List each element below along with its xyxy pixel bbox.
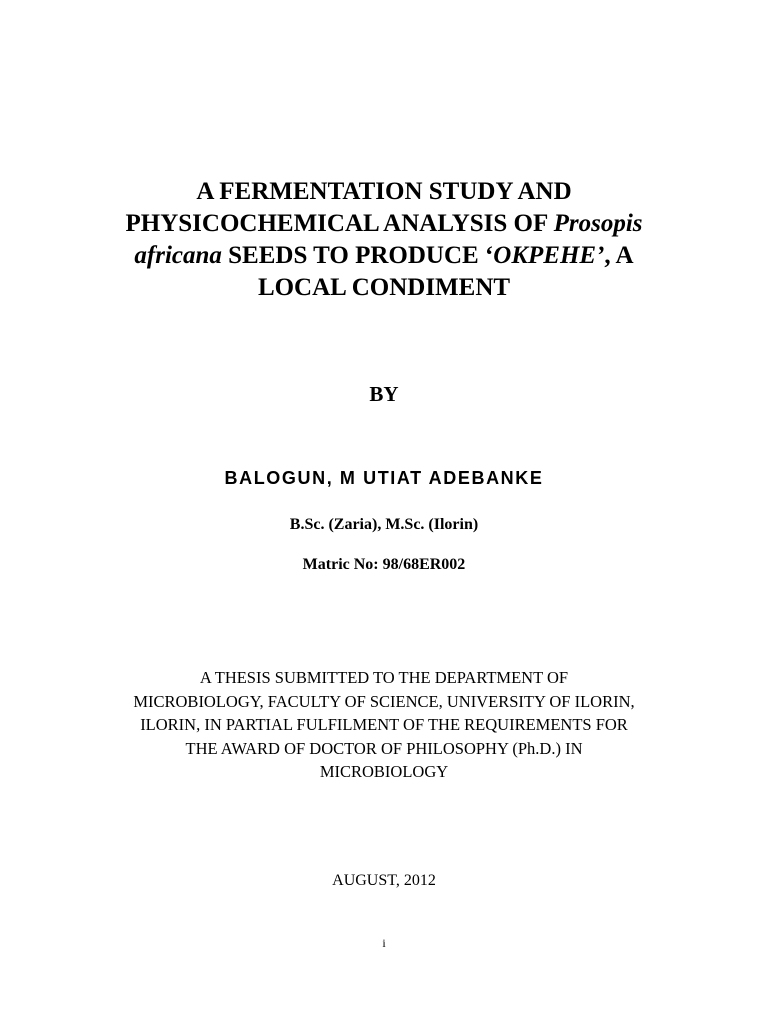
title-line-2: [60, 208, 708, 240]
title-line-3: [60, 240, 708, 272]
author-degrees: B.Sc. (Zaria), M.Sc. (Ilorin): [289, 516, 479, 533]
thesis-statement-line: MICROBIOLOGY, FACULTY OF SCIENCE, UNIVERSITY OF ILORIN,: [133, 691, 635, 711]
thesis-title: [60, 176, 708, 304]
matric-number: Matric No: 98/68ER002: [302, 556, 466, 573]
title-line-1: A FERMENTATION STUDY AND: [196, 178, 572, 205]
page-number: i: [382, 936, 386, 950]
thesis-statement-line: A THESIS SUBMITTED TO THE DEPARTMENT OF: [199, 668, 569, 687]
thesis-statement: [84, 666, 684, 784]
title-line-3-text: SEEDS TO PRODUCE ‘: [221, 242, 494, 269]
thesis-statement-line: MICROBIOLOGY: [319, 762, 449, 781]
title-species-epithet: africana: [134, 242, 222, 269]
title-line-4: LOCAL CONDIMENT: [257, 274, 511, 301]
by-label: BY: [369, 382, 399, 406]
thesis-statement-line: ILORIN, IN PARTIAL FULFILMENT OF THE REQUIREMENTS FOR: [140, 715, 628, 734]
title-condiment-name: OKPEHE’: [493, 242, 605, 269]
title-species-genus: Prosopis: [553, 210, 643, 237]
title-line-2-text: PHYSICOCHEMICAL ANALYSIS OF: [125, 210, 554, 237]
submission-date: AUGUST, 2012: [332, 872, 436, 889]
author-name: BALOGUN, M UTIAT ADEBANKE: [224, 468, 544, 488]
title-line-3-suffix: , A: [604, 242, 634, 269]
thesis-statement-line: THE AWARD OF DOCTOR OF PHILOSOPHY (Ph.D.) IN: [185, 738, 583, 758]
